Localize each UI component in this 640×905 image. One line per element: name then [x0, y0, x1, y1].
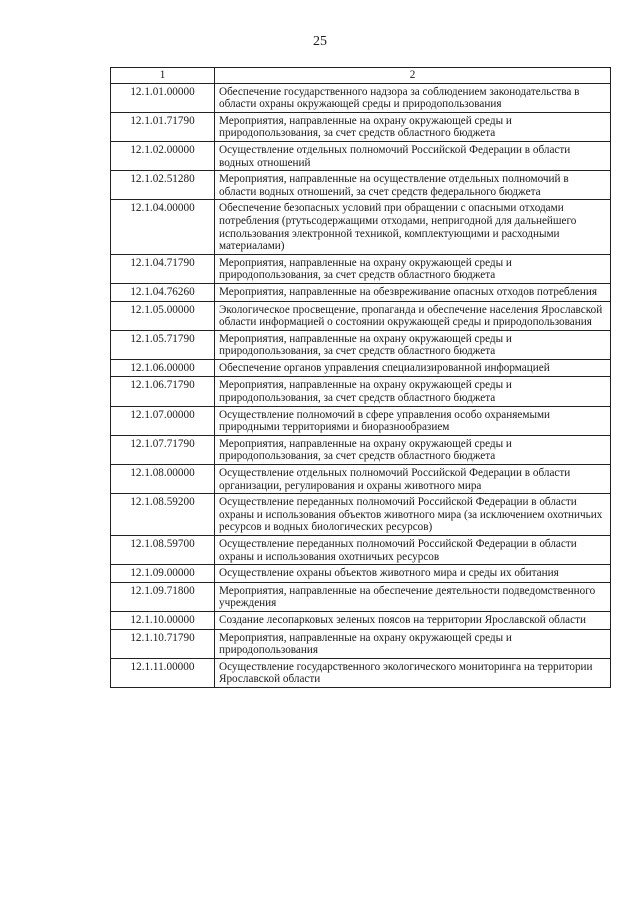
row-code: 12.1.07.71790 [111, 435, 215, 464]
row-description: Мероприятия, направленные на охрану окружающей среды и природопользования, за счет средств областного бюджета [215, 254, 611, 283]
row-description: Обеспечение органов управления специализированной информацией [215, 359, 611, 377]
row-code: 12.1.09.71800 [111, 582, 215, 611]
table-row [111, 283, 611, 301]
table-row [111, 565, 611, 583]
table-row [111, 112, 611, 141]
table-row [111, 330, 611, 359]
row-description: Мероприятия, направленные на охрану окружающей среды и природопользования, за счет средств областного бюджета [215, 112, 611, 141]
table-row [111, 406, 611, 435]
table-row [111, 141, 611, 170]
row-code: 12.1.10.00000 [111, 611, 215, 629]
column-header-code: 1 [111, 68, 215, 84]
table-row [111, 629, 611, 658]
row-code: 12.1.08.00000 [111, 465, 215, 494]
row-code: 12.1.07.00000 [111, 406, 215, 435]
row-code: 12.1.06.00000 [111, 359, 215, 377]
row-code: 12.1.09.00000 [111, 565, 215, 583]
table-row [111, 536, 611, 565]
row-description: Мероприятия, направленные на охрану окружающей среды и природопользования [215, 629, 611, 658]
row-code: 12.1.02.51280 [111, 171, 215, 200]
column-header-description: 2 [215, 68, 611, 84]
table-row [111, 83, 611, 112]
table-row [111, 171, 611, 200]
row-description: Осуществление государственного экологического мониторинга на территории Ярославской области [215, 658, 611, 687]
table-row [111, 301, 611, 330]
row-code: 12.1.01.71790 [111, 112, 215, 141]
page-number: 25 [313, 34, 327, 49]
row-code: 12.1.04.00000 [111, 200, 215, 254]
row-description: Осуществление отдельных полномочий Российской Федерации в области организации, регулирования и охраны животного мира [215, 465, 611, 494]
row-code: 12.1.08.59200 [111, 494, 215, 536]
table-row [111, 254, 611, 283]
row-description: Мероприятия, направленные на обезвреживание опасных отходов потребления [215, 283, 611, 301]
table-row [111, 658, 611, 687]
row-description: Мероприятия, направленные на осуществление отдельных полномочий в области водных отношений, за счет средств федерального бюджета [215, 171, 611, 200]
row-code: 12.1.04.76260 [111, 283, 215, 301]
row-description: Осуществление переданных полномочий Российской Федерации в области охраны и использования охотничьих ресурсов [215, 536, 611, 565]
table-row [111, 582, 611, 611]
table-body [111, 83, 611, 687]
row-description: Осуществление полномочий в сфере управления особо охраняемыми природными территориями и биоразнообразием [215, 406, 611, 435]
row-code: 12.1.06.71790 [111, 377, 215, 406]
row-code: 12.1.05.71790 [111, 330, 215, 359]
row-code: 12.1.11.00000 [111, 658, 215, 687]
row-code: 12.1.10.71790 [111, 629, 215, 658]
row-code: 12.1.05.00000 [111, 301, 215, 330]
table-row [111, 359, 611, 377]
row-description: Осуществление переданных полномочий Российской Федерации в области охраны и использования объектов животного мира (за исключением охотничьих ресурсов и водных биологических ресурсов) [215, 494, 611, 536]
table-header-row [111, 68, 611, 84]
row-description: Мероприятия, направленные на охрану окружающей среды и природопользования, за счет средств областного бюджета [215, 435, 611, 464]
row-code: 12.1.02.00000 [111, 141, 215, 170]
row-description: Мероприятия, направленные на обеспечение деятельности подведомственного учреждения [215, 582, 611, 611]
row-code: 12.1.04.71790 [111, 254, 215, 283]
table-row [111, 611, 611, 629]
row-code: 12.1.08.59700 [111, 536, 215, 565]
row-description: Осуществление охраны объектов животного мира и среды их обитания [215, 565, 611, 583]
row-description: Экологическое просвещение, пропаганда и обеспечение населения Ярославской области информацией о состоянии окружающей среды и природопользования [215, 301, 611, 330]
row-description: Создание лесопарковых зеленых поясов на территории Ярославской области [215, 611, 611, 629]
row-description: Мероприятия, направленные на охрану окружающей среды и природопользования, за счет средств областного бюджета [215, 377, 611, 406]
row-description: Осуществление отдельных полномочий Российской Федерации в области водных отношений [215, 141, 611, 170]
classification-table [110, 67, 611, 688]
row-code: 12.1.01.00000 [111, 83, 215, 112]
row-description: Мероприятия, направленные на охрану окружающей среды и природопользования, за счет средств областного бюджета [215, 330, 611, 359]
row-description: Обеспечение государственного надзора за соблюдением законодательства в области охраны окружающей среды и природопользования [215, 83, 611, 112]
table-row [111, 465, 611, 494]
row-description: Обеспечение безопасных условий при обращении с опасными отходами потребления (ртутьсодержащими отходами, непригодной для дальнейшего использования электронной техникой, комплектующими и расходными материалами) [215, 200, 611, 254]
table-row [111, 435, 611, 464]
table-row [111, 200, 611, 254]
table-row [111, 377, 611, 406]
table-row [111, 494, 611, 536]
